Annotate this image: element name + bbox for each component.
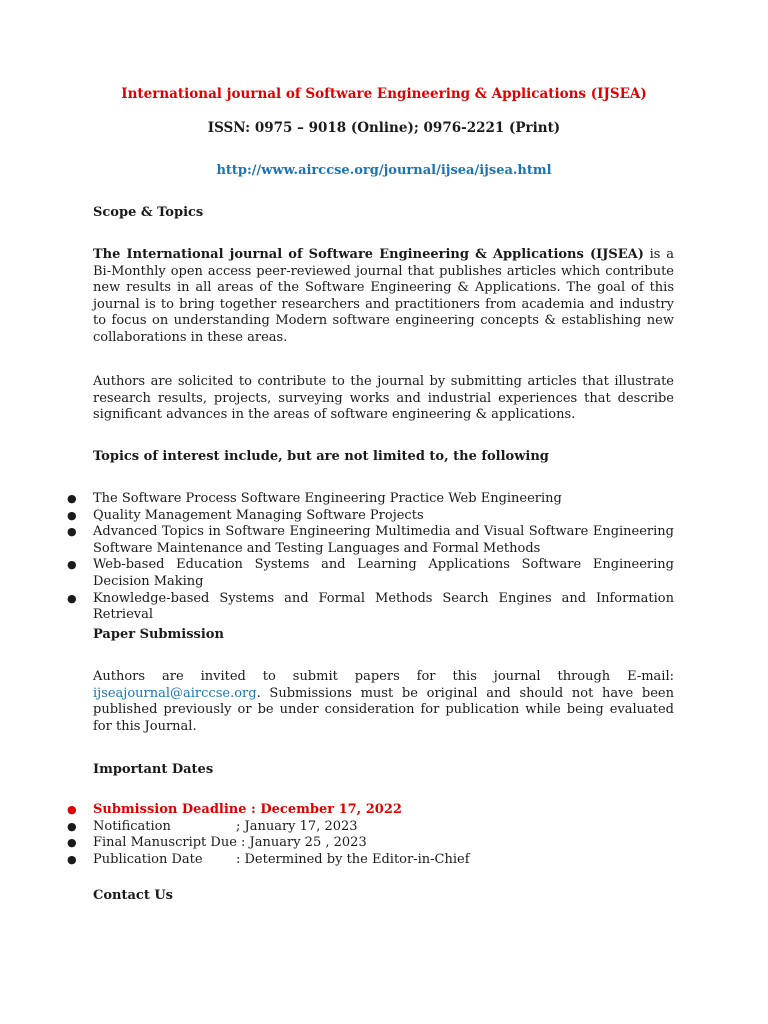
journal-title: International journal of Software Engineering & Applications (IJSEA) (121, 86, 647, 102)
list-item: ● Quality Management Managing Software Projects (67, 507, 424, 523)
scope-paragraph-2: Authors are solicited to contribute to the journal by submitting articles that illustrate research results, projects, surveying works and industrial experiences that describe significant advances in the areas of software engineering & applications. (93, 374, 674, 422)
bullet-icon: ● (67, 852, 77, 866)
bullet-icon: ● (67, 492, 77, 505)
list-item: ● Notification ; January 17, 2023 (67, 818, 358, 834)
scope-paragraph (93, 247, 674, 346)
bullet-icon: ● (67, 803, 77, 816)
scope-heading: Scope & Topics (93, 205, 204, 220)
submission-email-link[interactable]: ijseajournal@airccse.org (93, 685, 257, 701)
bullet-icon: ● (67, 508, 77, 522)
bullet-icon: ● (67, 591, 77, 605)
issn-line: ISSN: 0975 – 9018 (Online); 0976-2221 (Print) (207, 120, 561, 136)
list-item: ● Final Manuscript Due : January 25 , 2023 (67, 835, 367, 851)
dates-list (67, 802, 674, 868)
bullet-icon: ● (67, 558, 77, 572)
submission-heading: Paper Submission (93, 627, 224, 642)
list-item: ● Web-based Education Systems and Learning Applications Software Engineering Decision Making (67, 557, 674, 589)
topics-list (67, 491, 674, 624)
topics-heading: Topics of interest include, but are not limited to, the following (93, 449, 549, 464)
list-item: ● Knowledge-based Systems and Formal Methods Search Engines and Information Retrieval (67, 590, 674, 623)
dates-heading: Important Dates (93, 762, 214, 777)
bullet-icon: ● (67, 525, 77, 539)
scope-intro-rest: is a Bi-Monthly open access peer-reviewed journal that publishes articles which contribute new results in all areas of the Software Engineering & Applications. The goal of this journal is to bring together researchers and practitioners from academia and industry to focus on understanding Modern software engineering concepts & establishing new collaborations in these areas. (93, 247, 674, 345)
bullet-icon: ● (67, 819, 77, 833)
list-item-deadline: ● Submission Deadline : December 17, 2022 (67, 802, 402, 817)
contact-heading: Contact Us (93, 888, 173, 903)
list-item: ● Advanced Topics in Software Engineering Multimedia and Visual Software Engineering Software Maintenance and Testing Languages and Formal Methods (67, 524, 674, 556)
list-item: ● The Software Process Software Engineering Practice Web Engineering (67, 491, 562, 506)
journal-url-link[interactable]: http://www.airccse.org/journal/ijsea/ijsea.html (216, 163, 552, 178)
list-item: ● Publication Date : Determined by the Editor-in-Chief (67, 851, 470, 867)
submission-paragraph: Authors are invited to submit papers for this journal through E-mail: ijseajournal@airccse.org. Submissions must be original and should not have been published previously or be under consideration for publication while being evaluated for this Journal. (93, 669, 674, 734)
bullet-icon: ● (67, 836, 77, 850)
scope-intro-bold: The International journal of Software Engineering & Applications (IJSEA) (93, 247, 644, 262)
